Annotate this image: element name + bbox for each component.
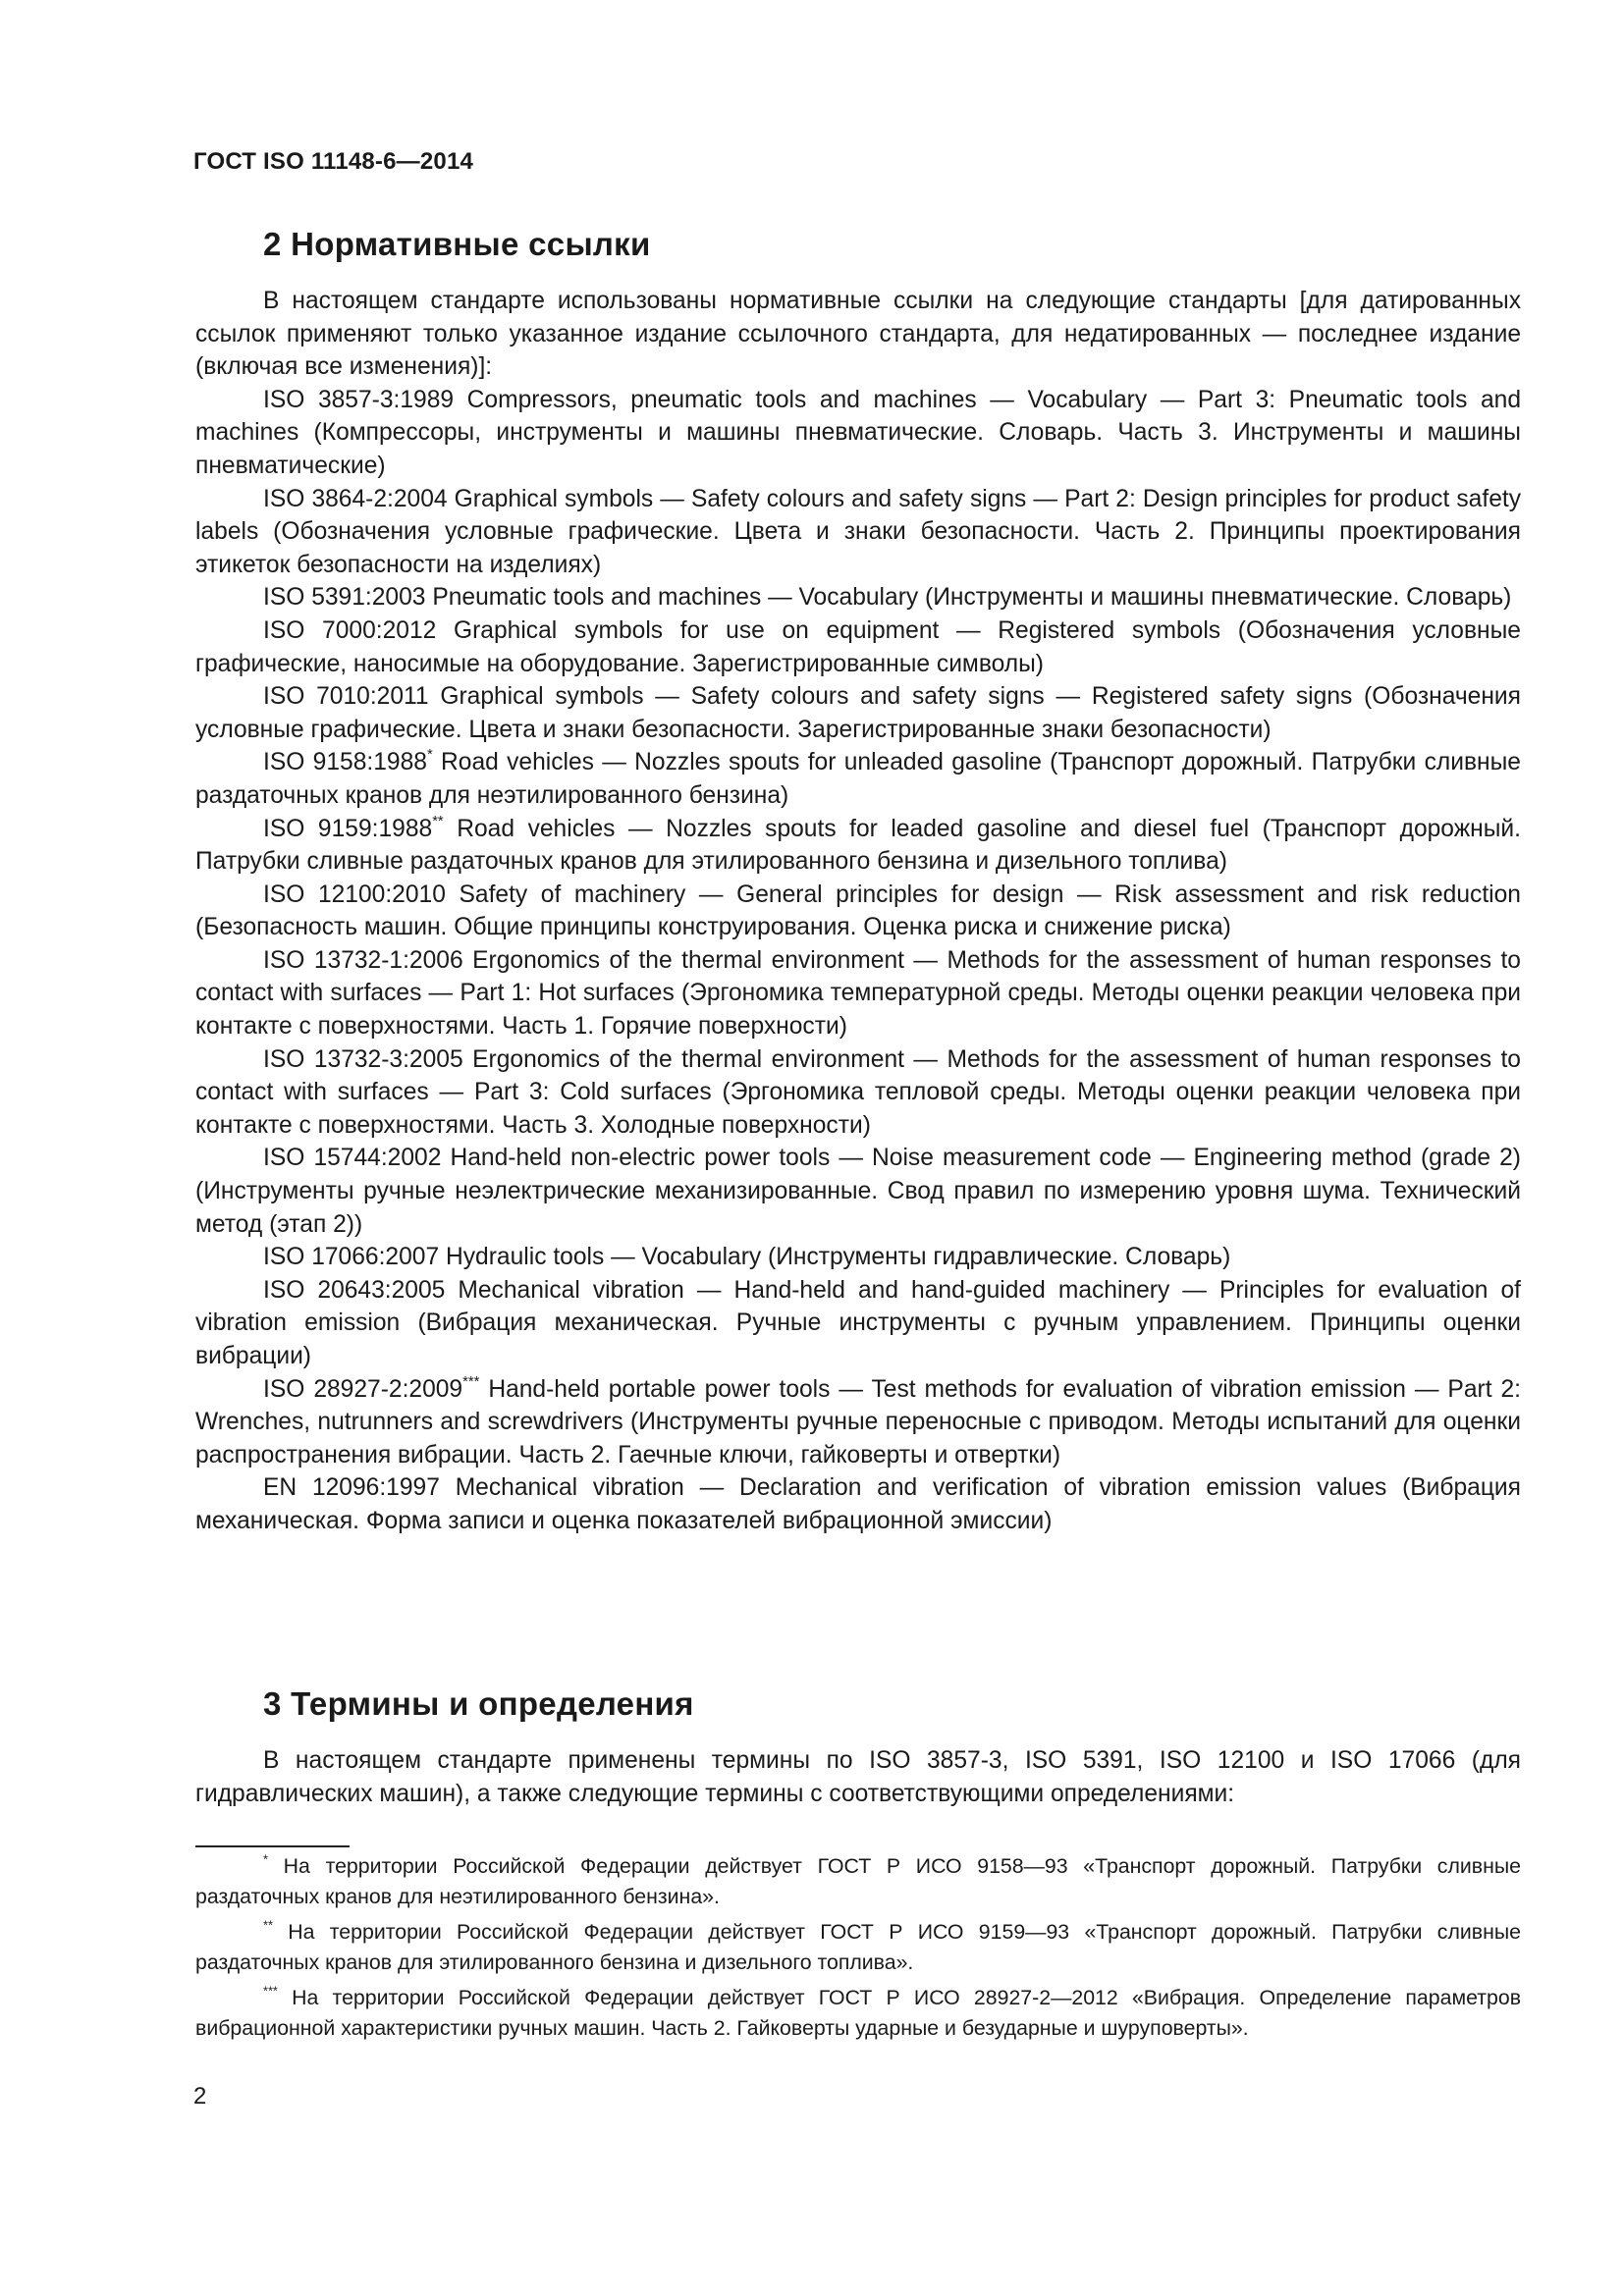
reference-code: EN 12096:1997 [263,1474,440,1502]
document-header: ГОСТ ISO 11148-6—2014 [193,148,474,175]
footnote-mark: ** [263,1917,273,1933]
section-3-text: В настоящем стандарте применены термины по ISO 3857-3, ISO 5391, ISO 12100 и ISO 17066 (для гидравлических машин), а также следующие термины с соответствующими определениями: [195,1747,1521,1807]
reference-item [195,879,1521,944]
reference-text: Pneumatic tools and machines — Vocabulary (Инструменты и машины пневматические. Словарь) [432,584,1512,612]
reference-item [195,746,1521,812]
footnote-mark: *** [263,1983,278,1999]
reference-text: Road vehicles — Nozzles spouts for leaded gasoline and diesel fuel (Транспорт дорожный. Патрубки сливные раздаточных кранов для этилированного бензина и дизельного топлива) [195,815,1521,876]
reference-item [195,1274,1521,1373]
page-number: 2 [193,2083,207,2109]
reference-code: ISO 3857-3:1989 [263,386,455,413]
reference-code: ISO 3864-2:2004 [263,485,448,512]
footnote-marker[interactable]: ** [432,813,444,829]
normative-references [195,285,1521,1538]
footnote-text: На территории Российской Федерации действует ГОСТ Р ИСО 9158—93 «Транспорт дорожный. Патрубки сливные раздаточных кранов для неэтилированного бензина». [195,1854,1521,1908]
section-2-intro: В настоящем стандарте использованы нормативные ссылки на следующие стандарты [для датированных ссылок применяют только указанное издание ссылочного стандарта, для недатированных — последнее издание (включая все изменения)]: [195,288,1521,381]
footnote-text: На территории Российской Федерации действует ГОСТ Р ИСО 28927-2—2012 «Вибрация. Определение параметров вибрационной характеристики ручных машин. Часть 2. Гайковерты ударные и безударные и шуруповерты». [195,1986,1522,2040]
footnote-text: На территории Российской Федерации действует ГОСТ Р ИСО 9159—93 «Транспорт дорожный. Патрубки сливные раздаточных кранов для этилированного бензина и дизельного топлива». [195,1920,1522,1974]
reference-item [195,483,1521,582]
reference-item [195,581,1521,614]
reference-text: Ergonomics of the thermal environment — Methods for the assessment of human responses to contact with surfaces — Part 1: Hot surfaces (Эргономика температурной среды. Методы оценки реакции человека при контакте с поверхностями. Часть 1. Горячие поверхности) [195,946,1521,1041]
reference-text: Graphical symbols — Safety colours and safety signs — Part 2: Design principles for product safety labels (Обозначения условные графические. Цвета и знаки безопасности. Часть 2. Принципы проектирования этикеток безопасности на изделиях) [195,485,1521,578]
reference-text: Hydraulic tools — Vocabulary (Инструменты гидравлические. Словарь) [445,1244,1231,1271]
footnotes [195,1851,1521,2049]
reference-code: ISO 9158:1988 [263,749,427,776]
reference-code: ISO 13732-3:2005 [263,1045,463,1073]
section-3-title: 3 Термины и определения [263,1685,694,1722]
reference-item [195,944,1521,1043]
reference-code: ISO 9159:1988 [263,815,433,842]
reference-text: Compressors, pneumatic tools and machines — Vocabulary — Part 3: Pneumatic tools and machines (Компрессоры, инструменты и машины пневматические. Словарь. Часть 3. Инструменты и машины пневматические) [195,386,1521,479]
footnote [195,1917,1521,1977]
footnote-marker[interactable]: * [426,747,433,764]
reference-text: Mechanical vibration — Hand-held and hand-guided machinery — Principles for evaluation of vibration emission (Вибрация механическая. Ручные инструменты с ручным управлением. Принципы оценки вибрации) [195,1276,1521,1369]
footnote-mark: * [263,1851,268,1867]
reference-item [195,614,1521,680]
reference-item [195,1241,1521,1274]
reference-code: ISO 15744:2002 [263,1145,442,1172]
terms-paragraph [195,1744,1521,1810]
reference-text: Ergonomics of the thermal environment — Methods for the assessment of human responses to contact with surfaces — Part 3: Cold surfaces (Эргономика тепловой среды. Методы оценки реакции человека при контакте с поверхностями. Часть 3. Холодные поверхности) [195,1045,1521,1139]
reference-item [195,813,1521,879]
footnote-divider [195,1845,350,1847]
reference-code: ISO 7000:2012 [263,616,437,644]
reference-text: Hand-held portable power tools — Test methods for evaluation of vibration emission — Part 2: Wrenches, nutrunners and screwdrivers (Инструменты ручные переносные с приводом. Методы испытаний для оценки распространения вибрации. Часть 2. Гаечные ключи, гайковерты и отвертки) [195,1375,1521,1468]
reference-item [195,680,1521,746]
reference-text: Mechanical vibration — Declaration and verification of vibration emission values (Вибрация механическая. Форма записи и оценка показателей вибрационной эмиссии) [195,1474,1521,1534]
reference-text: Graphical symbols — Safety colours and safety signs — Registered safety signs (Обозначения условные графические. Цвета и знаки безопасности. Зарегистрированные знаки безопасности) [195,683,1521,743]
reference-code: ISO 7010:2011 [263,683,429,711]
reference-code: ISO 5391:2003 [263,584,426,612]
reference-code: ISO 17066:2007 [263,1244,440,1271]
reference-item [195,1142,1521,1241]
section-2-title: 2 Нормативные ссылки [263,226,651,262]
reference-item [195,1373,1521,1472]
reference-text: Graphical symbols for use on equipment — Registered symbols (Обозначения условные графические, наносимые на оборудование. Зарегистрированные символы) [195,616,1521,677]
reference-code: ISO 12100:2010 [263,881,446,908]
reference-item [195,1043,1521,1143]
reference-text: Safety of machinery — General principles for design — Risk assessment and risk reduction (Безопасность машин. Общие принципы конструирования. Оценка риска и снижение риска) [195,881,1521,941]
footnote [195,1983,1521,2043]
reference-code: ISO 28927-2:2009 [263,1375,463,1403]
reference-item [195,384,1521,483]
footnote [195,1851,1521,1911]
reference-text: Hand-held non-electric power tools — Noise measurement code — Engineering method (grade 2) (Инструменты ручные неэлектрические механизированные. Свод правил по измерению уровня шума. Технический метод (этап 2)) [195,1145,1521,1238]
reference-code: ISO 20643:2005 [263,1276,446,1304]
reference-text: Road vehicles — Nozzles spouts for unleaded gasoline (Транспорт дорожный. Патрубки сливные раздаточных кранов для неэтилированного бензина) [195,749,1521,809]
reference-code: ISO 13732-1:2006 [263,946,463,974]
reference-item [195,1471,1521,1537]
footnote-marker[interactable]: *** [462,1373,480,1390]
